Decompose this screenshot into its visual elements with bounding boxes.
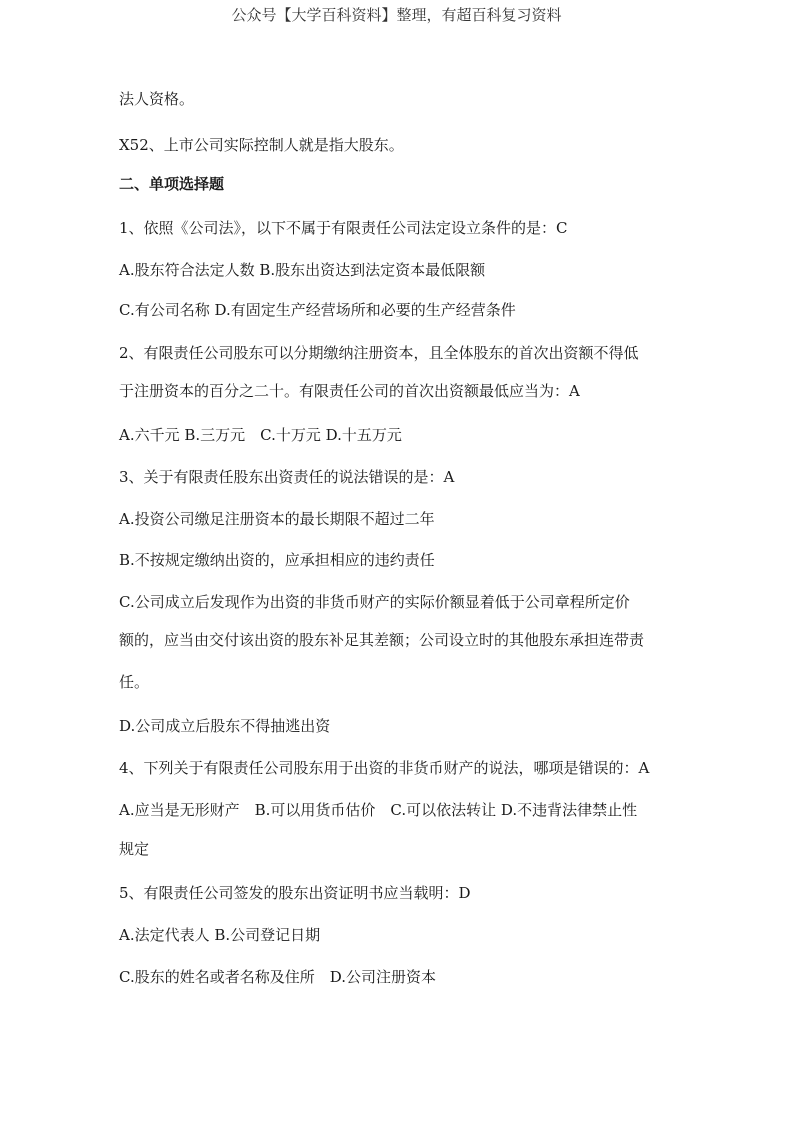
question-1-options-a-b: A.股东符合法定人数 B.股东出资达到法定资本最低限额 xyxy=(119,261,486,279)
question-3-option-c-end: 任。 xyxy=(119,673,150,691)
question-1: 1、依照《公司法》，以下不属于有限责任公司法定设立条件的是：C xyxy=(119,219,568,237)
question-4-options: A.应当是无形财产 B.可以用货币估价 C.可以依法转让 D.不违背法律禁止性 xyxy=(119,801,638,819)
question-2-options: A.六千元 B.三万元 C.十万元 D.十五万元 xyxy=(119,426,402,444)
question-5-options-a-b: A.法定代表人 B.公司登记日期 xyxy=(119,926,321,944)
question-5-options-c-d: C.股东的姓名或者名称及住所 D.公司注册资本 xyxy=(119,968,436,986)
question-3-option-c-cont: 额的，应当由交付该出资的股东补足其差额；公司设立时的其他股东承担连带责 xyxy=(119,631,645,649)
page-header: 公众号【大学百科资料】整理，有超百科复习资料 xyxy=(231,6,562,24)
question-3-option-d: D.公司成立后股东不得抽逃出资 xyxy=(119,717,331,735)
question-2-cont: 于注册资本的百分之二十。有限责任公司的首次出资额最低应当为：A xyxy=(119,382,580,400)
question-4-options-cont: 规定 xyxy=(119,840,150,858)
question-3: 3、关于有限责任股东出资责任的说法错误的是：A xyxy=(119,468,455,486)
question-3-option-c: C.公司成立后发现作为出资的非货币财产的实际价额显着低于公司章程所定价 xyxy=(119,593,630,611)
text-line: X52、上市公司实际控制人就是指大股东。 xyxy=(119,136,404,154)
question-5: 5、有限责任公司签发的股东出资证明书应当载明：D xyxy=(119,884,471,902)
question-4: 4、下列关于有限责任公司股东用于出资的非货币财产的说法，哪项是错误的：A xyxy=(119,759,650,777)
text-line: 法人资格。 xyxy=(119,90,195,108)
question-1-options-c-d: C.有公司名称 D.有固定生产经营场所和必要的生产经营条件 xyxy=(119,301,516,319)
question-3-option-a: A.投资公司缴足注册资本的最长期限不超过二年 xyxy=(119,510,435,528)
question-3-option-b: B.不按规定缴纳出资的，应承担相应的违约责任 xyxy=(119,551,435,569)
question-2: 2、有限责任公司股东可以分期缴纳注册资本，且全体股东的首次出资额不得低 xyxy=(119,344,639,362)
section-heading: 二、单项选择题 xyxy=(119,175,225,193)
